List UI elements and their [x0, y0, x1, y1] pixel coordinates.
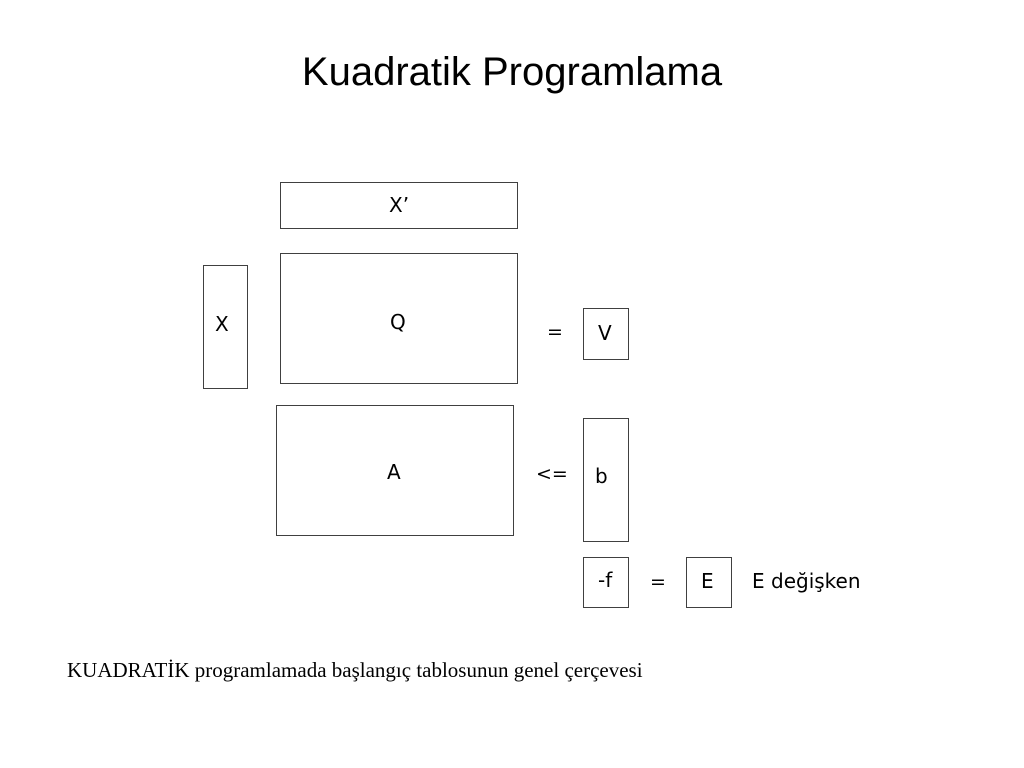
- x-label: X: [215, 312, 229, 336]
- a-label: A: [387, 460, 401, 484]
- b-label: b: [595, 464, 608, 488]
- slide-caption: KUADRATİK programlamada başlangıç tablosunun genel çerçevesi: [67, 658, 643, 682]
- equals-operator-v: =: [547, 321, 563, 343]
- slide-title: Kuadratik Programlama: [301, 50, 723, 94]
- x-transpose-label: X’: [389, 193, 410, 217]
- equals-operator-e: =: [650, 571, 666, 593]
- v-label: V: [598, 321, 612, 345]
- e-label: E: [701, 569, 714, 593]
- neg-f-label: -f: [598, 568, 613, 592]
- q-label: Q: [390, 310, 406, 334]
- e-variable-note: E değişken: [752, 569, 861, 593]
- less-equal-operator: <=: [536, 463, 568, 485]
